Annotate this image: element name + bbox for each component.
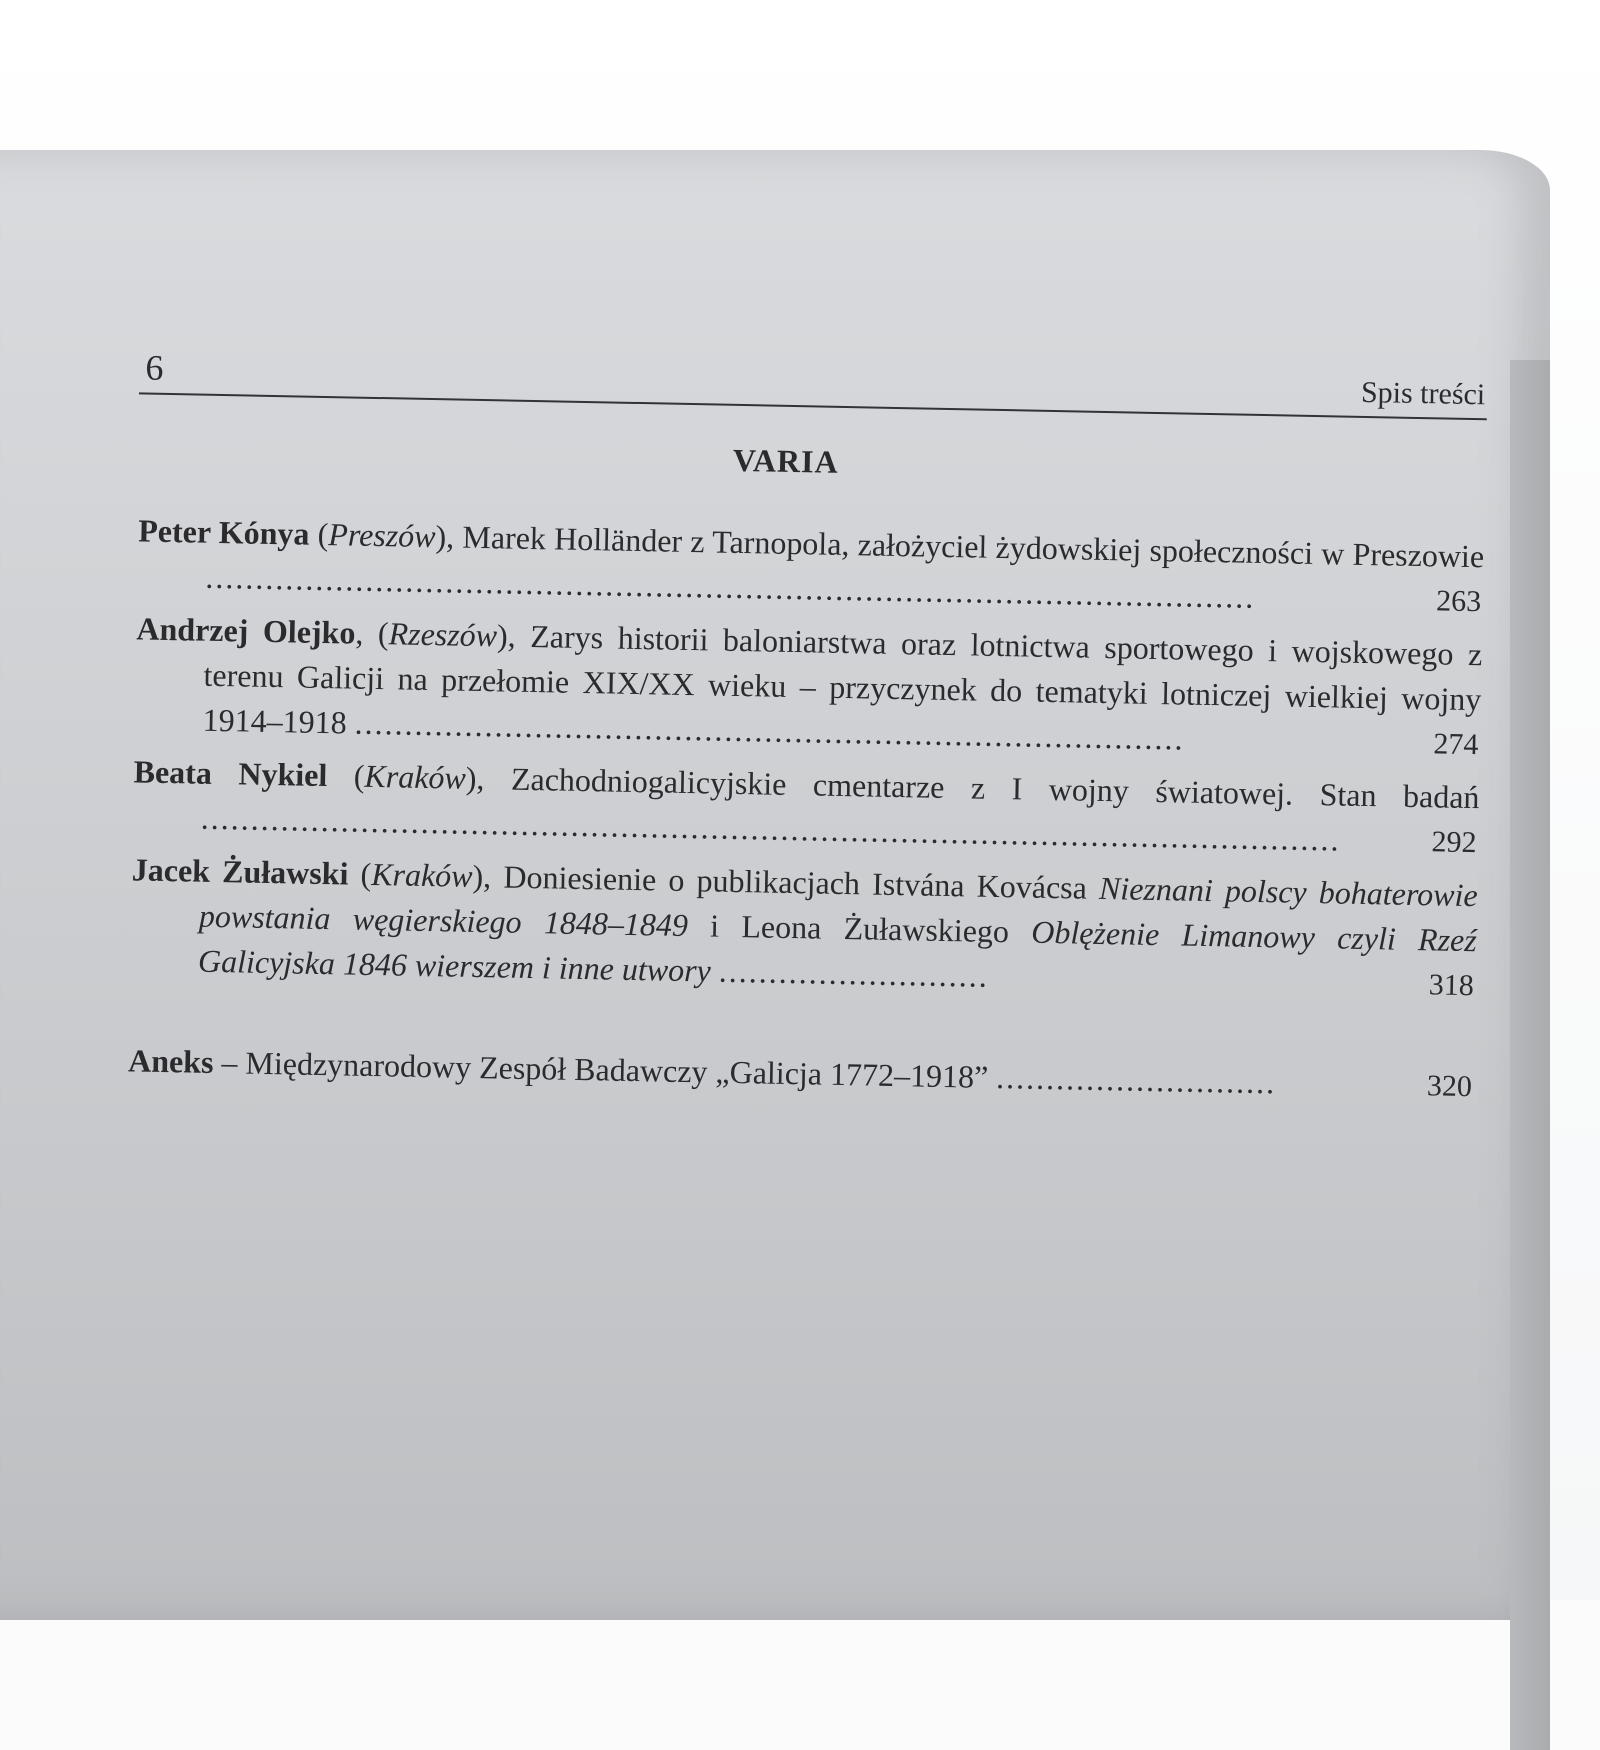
toc-entry-text: Aneks – Międzynarodowy Zespół Badawczy „Galicja 1772–1918” ............................ (127, 1042, 1277, 1101)
entry-work-title: Oblężenie Limanowy czyli Rzeź Galicyjska 1846 wierszem i inne utwory (197, 913, 1478, 989)
toc-entry-annex (128, 1038, 1473, 1109)
entry-page-number: 292 (1431, 825, 1477, 860)
entry-author: Beata Nykiel (133, 753, 328, 794)
entry-connector: i Leona Żuławskiego (709, 907, 1010, 950)
entry-page-number: 263 (1435, 584, 1482, 619)
entry-place: Rzeszów (388, 615, 498, 654)
entry-page-number: 274 (1433, 727, 1479, 762)
annex-label: Aneks (127, 1042, 214, 1080)
entry-title: Zarys historii baloniarstwa oraz lotnictwa sportowego i wojskowego z terenu Galicji na przełomie XIX/XX wieku – przyczynek do tematyki lotniczej wielkiej wojny 1914–1918 (202, 617, 1483, 741)
entry-place: Kraków (370, 855, 473, 894)
dot-leader: ........................... (718, 952, 990, 994)
entry-page-number: 318 (1428, 968, 1475, 1003)
toc-entry-text: Peter Kónya (Preszów), Marek Holländer z Tarnopola, założyciel żydowskiej społeczności w Preszowie ......................................................................................................... (138, 512, 1485, 615)
entry-page-number: 320 (1426, 1069, 1473, 1104)
entry-work-title: Nieznani polscy bohaterowie powstania węgierskiego 1848–1849 (198, 869, 1478, 944)
toc-entry (134, 606, 1483, 767)
running-head-title: Spis treści (1360, 375, 1486, 412)
table-of-contents (102, 340, 1497, 1186)
entry-title: Zachodniogalicyjskie cmentarze z I wojny światowej. Stan badań (510, 760, 1480, 816)
adjacent-page-edge (1510, 360, 1550, 1750)
entry-title: Marek Holländer z Tarnopola, założyciel żydowskiej społeczności w Preszowie (462, 518, 1485, 575)
entry-title: Doniesienie o publikacjach Istvána Kovácsa (503, 858, 1088, 906)
toc-entry-text: Beata Nykiel (Kraków), Zachodniogalicyjskie cmentarze z I wojny światowej. Stan badań .................................................................................................................. (133, 753, 1480, 858)
toc-entry-text: Jacek Żuławski (Kraków), Doniesienie o publikacjach Istvána Kovácsa Nieznani polscy bohaterowie powstania węgierskiego 1848–1849 i Leona Żuławskiego Oblężenie Limanowy czyli Rzeź Galicyjska 1846 wierszem i inne utwory ........................... (131, 851, 1478, 994)
toc-entry-text: Andrzej Olejko, (Rzeszów), Zarys historii baloniarstwa oraz lotnictwa sportowego i wojskowego z terenu Galicji na przełomie XIX/XX wieku – przyczynek do tematyki lotniczej wielkiej wojny 1914–1918 ................................................................................... (136, 610, 1483, 757)
page-number: 6 (145, 347, 164, 388)
annex-title: Międzynarodowy Zespół Badawczy „Galicja 1772–1918” (245, 1044, 989, 1095)
entry-place: Preszów (328, 516, 436, 555)
toc-entries (128, 508, 1483, 1117)
toc-entry (137, 508, 1485, 624)
entry-author: Jacek Żuławski (131, 851, 349, 892)
dot-leader: .................................................................................................................. (200, 799, 1341, 858)
entry-author: Andrzej Olejko (136, 610, 356, 651)
toc-entry (132, 749, 1480, 865)
toc-entry (130, 847, 1476, 1008)
dot-leader: ................................................................................... (354, 704, 1185, 757)
dot-leader: ......................................................................................................... (205, 558, 1256, 615)
dot-leader: ............................ (995, 1058, 1277, 1101)
entry-place: Kraków (364, 757, 467, 796)
section-title: VARIA (732, 441, 840, 480)
entry-author: Peter Kónya (138, 512, 310, 552)
